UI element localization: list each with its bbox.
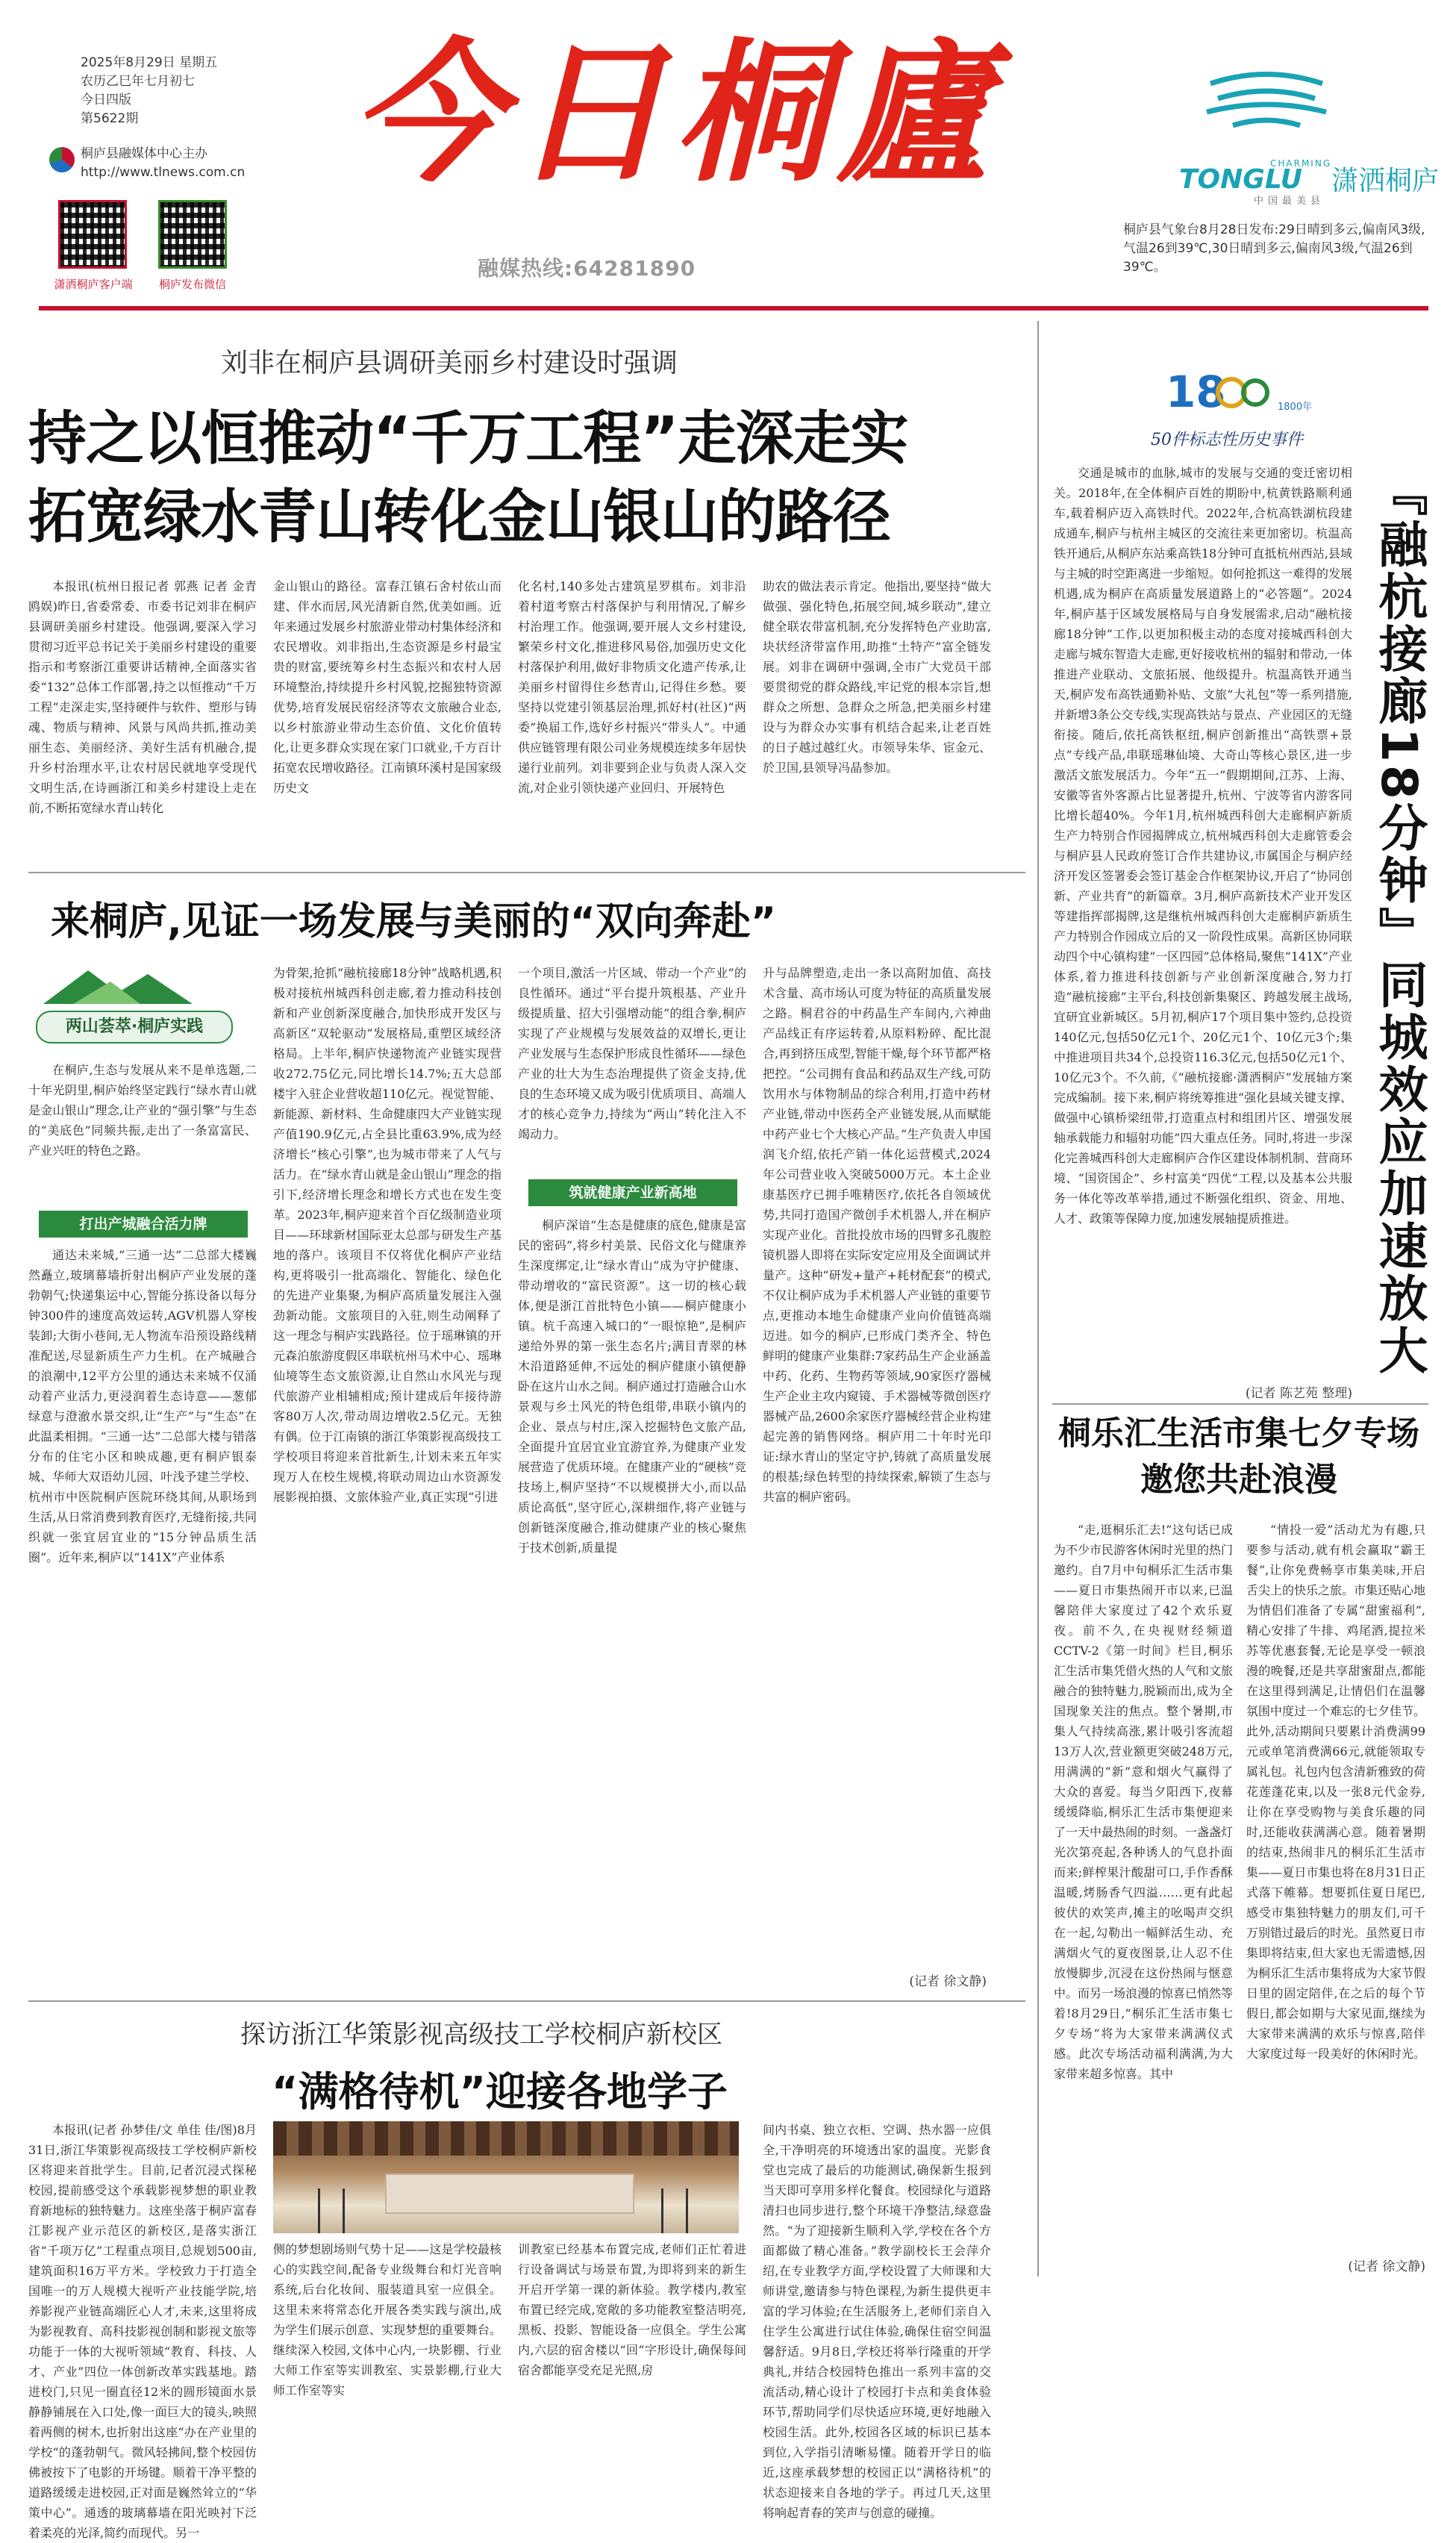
qr-code-client-icon <box>58 200 127 269</box>
weather-report: 桐庐县气象台8月28日发布:29日晴到多云,偏南风3级,气温26到39℃,30日晴到多云,偏南风3级,气温26到39℃。 <box>1123 222 1425 275</box>
sidebar-column-2b: “情投一爱”活动尤为有趣,只要参与活动,就有机会赢取“霸王餐”,让你免费畅享市集美味,开启舌尖上的快乐之旅。市集还贴心地为情侣们准备了专属“甜蜜福利”,精心安排了牛排、鸡尾酒,提拉米苏等优惠套餐,无论是享受一顿浪漫的晚餐,还是共享甜蜜甜点,都能在这里得到满足,让情侣们在温馨氛围中度过一个难忘的七夕佳节。此外,活动期间只要累计消费满99元或单笔消费满66元,就能领取专属礼包。礼包内包含清新雅致的荷花莲蓬花束,以及一张8元代金券,让你在享受购物与美食乐趣的同时,还能收获满满心意。随着暑期的结束,热闹非凡的桐乐汇生活市集——夏日市集也将在8月31日正式落下帷幕。想要抓住夏日尾巴,感受市集独特魅力的朋友们,可千万别错过最后的时光。虽然夏日市集即将结束,但大家也无需遗憾,因为桐乐汇生活市集将成为大家节假日里的固定陪伴,在之后的每个节假日,都会如期与大家见面,继续为大家带来满满的欢乐与惊喜,陪伴大家度过每一段美好的休闲时光。 <box>1246 1523 1426 2061</box>
logo-cn: 潇洒桐庐 <box>1331 166 1440 196</box>
media-center-logo-icon <box>49 147 75 172</box>
sidebar-headline-2a: 桐乐汇生活市集七夕专场 <box>1058 1414 1419 1453</box>
qr2-caption: 桐庐发布微信 <box>158 278 226 291</box>
second-column-2: 为骨架,抢抓“融杭接廊18分钟”战略机遇,积极对接杭州城西科创走廊,着力推动科技创新和产业创新深度融合,加快形成开发区与高新区“双轮驱动”发展格局,重塑区域经济格局。上半年,桐庐快递物流产业链实现营收272.75亿元,同比增长14.7%;五大总部楼宇入驻企业营收超110亿元。视觉智能、新能源、新材料、生命健康四大产业链实现产值190.9亿元,占全县比重63.9%,成为经济增长“核心引擎”,也为城市带来了人气与活力。在“绿水青山就是金山银山”理念的指引下,经济增长理念和增长方式也在发生变革。2023年,桐庐迎来首个百亿级制造业项目——环球新材国际亚太总部与研发生产基地的落户。该项目不仅将优化桐庐产业结构,更将吸引一批高端化、智能化、绿色化的先进产业集聚,为桐庐高质量发展注入强劲新动能。文旅项目的入驻,则生动阐释了这一理念与桐庐实践路径。位于瑶琳镇的开元森泊旅游度假区串联杭州马术中心、瑶琳仙境等生态文旅资源,让自然山水风光与现代旅游产业相辅相成;预计建成后年接待游客80万人次,带动周边增收2.5亿元。无独有偶。位于江南镇的浙江华策影视高级技工学校项目将迎来首批新生,计划未来五年实现万人在校生规模,将联动周边山水资源发展影视拍摄、文旅体验产业,真正实现“引进 <box>273 966 502 1504</box>
masthead-date: 2025年8月29日 星期五 <box>81 55 218 70</box>
school-photo <box>273 2121 739 2233</box>
badge-label: 两山荟萃·桐庐实践 <box>36 1011 233 1043</box>
lead-headline-2: 拓宽绿水青山转化金山银山的路径 <box>28 484 891 551</box>
lead-column-3: 化名村,140多处古建筑星罗棋布。刘非沿着村道考察古村落保护与利用情况,了解乡村治理工作。他强调,要开展人文乡村建设,繁荣乡村文化,推进移风易俗,加强历史文化村落保护利用,做好非物质文化遗产传承,让美丽乡村留得住乡愁青山,记得住乡愁。要坚持以党建引领基层治理,抓好村(社区)“两委”换届工作,选好乡村振兴“带头人”。中通供应链管理有限公司业务规模连续多年居快递行业前列。刘非要到企业与负责人深入交流,对企业引领快递产业回归、开展特色 <box>518 579 746 795</box>
subheading-2: 筑就健康产业新高地 <box>528 1179 737 1206</box>
masthead-title: 今日桐廬 <box>351 24 999 203</box>
1800-years-label: 1800年 <box>1278 402 1313 413</box>
sidebar-section-divider <box>1052 1403 1428 1405</box>
camera-tripod-icon <box>318 2188 345 2233</box>
sidebar-byline-2: (记者 徐文静) <box>1348 2259 1425 2274</box>
light-stand-icon <box>661 2188 688 2233</box>
sidebar-headline-2b: 邀您共赴浪漫 <box>1140 1461 1337 1499</box>
sponsor-text: 桐庐县融媒体中心主办 <box>81 146 207 161</box>
third-column-2c: 训教室已经基本布置完成,老师们正忙着进行设备调试与场景布置,为即将到来的新生开启开学第一课的新体验。教学楼内,教室布置已经完成,宽敞的多功能教室整洁明亮,黑板、投影、智能设备一应俱全。学生公寓内,六层的宿舍楼以“回”字形设计,确保每间宿舍都能享受充足光照,房 <box>518 2242 746 2377</box>
subheading-1: 打出产城融合活力牌 <box>39 1211 248 1238</box>
second-column-3b: 桐庐深谙“生态是健康的底色,健康是富民的密码”,将乡村美景、民俗文化与健康养生深度绑定,让“绿水青山”成为守护健康、带动增收的“富民资源”。这一切的核心载体,便是浙江首批特色小镇——桐庐健康小镇。杭千高速入城口的“一眼惊艳”,是桐庐递给外界的第一张生态名片;满目青翠的林木沿道路延伸,不远处的桐庐健康小镇便静卧在这片山水之间。桐庐通过打造融合山水景观与乡土风光的特色组带,串联小镇内的企业、景点与村庄,深入挖掘特色文旅产品,全面提升宜居宜业宜游宜养,为健康产业发展营造了优质环境。在健康产业的“硬核”竞技场上,桐庐坚持“不以规模拼大小,而以品质论高低”,坚守匠心,深耕细作,将产业链与创新链深度融合,推动健康产业的核心聚焦于技术创新,质量提 <box>518 1218 746 1555</box>
svg-text:18: 18 <box>1166 366 1226 417</box>
second-column-1b: 通达未来城,“三通一达”二总部大楼巍然矗立,玻璃幕墙折射出桐庐产业发展的蓬勃朝气;快递集运中心,智能分拣设备以每分钟300件的速度高效运转,AGV机器人穿梭装卸;大街小巷间,无人物流车沿预设路线精准配送,尽显新质生产力生机。在产城融合的浪潮中,12平方公里的通达未来城不仅涌动着产业活力,更浸润着生态诗意——葱郁绿意与澄澈水景交织,让“生产”与“生态”在此温柔相拥。“三通一达”二总部大楼与错落分布的住宅小区和映成趣,更有桐庐银泰城、华师大双语幼儿园、叶浅予建兰学校、杭州市中医院桐庐医院环绕其间,从职场到生活,从日常消费到教育医疗,无缝衔接,共同织就一张宜居宜业的“15分钟品质生活圈”。近年来,桐庐以“141X”产业体系 <box>28 1248 257 1564</box>
qr-code-wechat-icon <box>158 200 227 269</box>
masthead-divider <box>39 306 1428 311</box>
mountain-icon <box>28 963 252 1008</box>
sidebar-logo-caption: 50件标志性历史事件 <box>1151 431 1303 449</box>
qr1-caption: 潇洒桐庐客户端 <box>54 278 133 291</box>
sidebar-column-2a: “走,逛桐乐汇去!”这句话已成为不少市民游客休闲时光里的热门邀约。自7月中旬桐乐汇生活市集——夏日市集热闹开市以来,已温馨陪伴大家度过了42个欢乐夏夜。前不久,在央视财经频道CCTV-2《第一时间》栏目,桐乐汇生活市集凭借火热的人气和文旅融合的独特魅力,脱颖而出,成为全国现象关注的焦点。整个暑期,市集人气持续高涨,累计吸引客流超13万人次,营业额更突破248万元,用满满的“新”意和烟火气赢得了大众的喜爱。每当夕阳西下,夜幕缓缓降临,桐乐汇生活市集便迎来了一天中最热闹的时刻。一盏盏灯光次第亮起,各种诱人的气息扑面而来;鲜榨果汁酸甜可口,手作香酥温暖,烤肠香气四溢……更有此起彼伏的欢笑声,摊主的吆喝声交织在一起,勾勒出一幅鲜活生动、充满烟火气的夏夜图景,让人忍不住放慢脚步,沉浸在这份热闹与惬意中。而另一场浪漫的惊喜已悄然等着!8月29日,“桐乐汇生活市集七夕专场”将为大家带来满满仪式感。此次专场活动福利满满,为大家带来超多惊喜。其中 <box>1054 1523 1234 2081</box>
second-divider <box>28 2000 1025 2002</box>
second-column-3a: 一个项目,激活一片区域、带动一个产业”的良性循环。通过“平台提升筑根基、产业升级提质量、招大引强增动能”的组合拳,桐庐实现了产业规模与发展效益的双增长,更让产业发展与生态保护形成良性循环——绿色产业的壮大为生态治理提供了资金支持,优良的生态环境又成为吸引优质项目、高端人才的核心竞争力,持续为“两山”转化注入不竭动力。 <box>518 966 746 1141</box>
sidebar-vertical-headline: 『融杭接廊18分钟』同城效应加速放大 <box>1370 467 1428 1377</box>
third-column-2b: 侧的梦想剧场则气势十足——这是学校最核心的实践空间,配备专业级舞台和灯光音响系统,后台化妆间、服装道具室一应俱全。这里未来将常态化开展各类实践与演出,成为学生们展示创意、实现梦想的重要舞台。继续深入校园,文体中心内,一块影棚、行业大师工作室等实训教室、实景影棚,行业大师工作室等实 <box>273 2242 502 2397</box>
masthead-edition: 今日四版 <box>81 93 131 107</box>
logo-charming: CHARMING <box>1270 158 1332 169</box>
third-headline: “满格待机”迎接各地学子 <box>272 2068 728 2115</box>
second-headline: 来桐庐,见证一场发展与美丽的“双向奔赴” <box>51 899 777 944</box>
website-link[interactable]: http://www.tlnews.com.cn <box>81 165 246 180</box>
lead-kicker: 刘非在桐庐县调研美丽乡村建设时强调 <box>221 348 678 378</box>
masthead-lunar: 农历乙巳年七月初七 <box>81 74 195 89</box>
masthead-issue: 第5622期 <box>81 111 139 126</box>
stage <box>385 2174 634 2214</box>
second-byline: (记者 徐文静) <box>909 1974 987 1989</box>
tonglu-wave-logo-icon <box>1203 69 1330 136</box>
lead-column-4: 助农的做法表示肯定。他指出,要坚持“做大做强、强化特色,拓展空间,城乡联动”,建立健全联农带富机制,充分发挥特色产业助富,块状经济带富作用,助推“土特产”富全链发展。刘非在调研中强调,全市广大党员干部要贯彻党的群众路线,牢记党的根本宗旨,想群众之所想、急群众之所急,把美丽乡村建设与为群众办实事有机结合起来,让老百姓的日子越过越红火。市领导朱华、宦金元、於卫国,县领导冯晶参加。 <box>763 579 991 775</box>
hotline-text: 融媒热线:64281890 <box>478 256 696 281</box>
1800-years-logo-icon <box>1166 366 1270 418</box>
sidebar-column-1: 交通是城市的血脉,城市的发展与交通的变迁密切相关。2018年,在全体桐庐百姓的期盼中,杭黄铁路顺利通车,载着桐庐迈入高铁时代。2022年,合杭高铁湖杭段建成通车,桐庐与杭州主城区的交流往来更加密切。杭温高铁开通后,从桐庐东站乘高铁18分钟可直抵杭州西站,县域与主城的时空距离进一步缩短。如何抢抓这一难得的发展机遇,成为桐庐在高质量发展道路上的“必答题”。2024年,桐庐基于区域发展格局与自身发展需求,启动“融杭接廊18分钟”工作,以更加积极主动的态度对接城西科创大走廊与城东智造大走廊,更好接收杭州的辐射和带动,一体推进产业联动、文旅拓展、他级提升。杭温高铁开通当天,桐庐发布高铁通勤补贴、文旅“大礼包”等一系列措施,并新增3条公交专线,实现高铁站与景点、产业园区的无缝衔接。随后,依托高铁枢纽,桐庐创新推出“高铁票+景点”专线产品,串联瑶琳仙境、大奇山等核心景区,进一步激活文旅发展活力。今年“五一”假期期间,江苏、上海、安徽等省外客源占比显著提升,杭州、宁波等省内游客同比增长超40%。今年1月,杭州城西科创大走廊桐庐新质生产力特别合作园揭牌成立,杭州城西科创大走廊管委会与桐庐县人民政府签订合作共建协议,市属国企与桐庐经济开发区签署委会签订基金合作框架协议,开启了“协同创新、产业共育”的新篇章。3月,桐庐高新技术产业开发区等建指挥部揭牌,这是继杭州城西科创大走廊桐庐新质生产力特别合作园成立后的又一阶段性成果。高新区协同联动四个中心镇构建“一区四园”总体格局,聚焦“141X”产业体系,着力推进科技创新与产业创新深度融合,努力打造“融杭接廊”主平台,科技创新集聚区、跨越发展主战场,宜研宜业新城区。5月初,桐庐17个项目集中签约,总投资140亿元,包括50亿元1个、20亿元1个、10亿元3个;集中推进项目共34个,总投资116.3亿元,包括50亿元1个、10亿元3个。不久前,《“融杭接廊·潇洒桐庐”发展轴方案完成编制。接下来,桐庐将统筹推进“强化县域关键支撑、做强中心镇桥梁纽带,打造重点村和组团片区、增强发展轴承载能力和辐射功能”四大重点任务。同时,将进一步深化完善城西科创大走廊桐庐合作区建设体制机制、营商环境、“国资国企”、乡村富美“四优”工程,以及基本公共服务一体化等改革举措,通过不断强化组织、资金、用地、人才、政策等保障力度,加速发展轴提质推进。 <box>1054 466 1353 1226</box>
sidebar-divider <box>1037 321 1039 2277</box>
sidebar-byline: (记者 陈艺苑 整理) <box>1245 1386 1352 1401</box>
third-column-3: 间内书桌、独立衣柜、空调、热水器一应俱全,干净明亮的环境透出家的温度。光影食堂也完成了最后的功能测试,确保新生报到当天即可享用多样化餐食。校园绿化与道路清扫也同步进行,整个环境干净整洁,绿意盎然。“为了迎接新生顺利入学,学校在各个方面都做了精心准备。”教学副校长王会萍介绍,在专业教学方面,学校设置了大师课和大师讲堂,邀请参与特色课程,为新生提供更丰富的学习体验;在生活服务上,老师们亲自入住学生公寓进行试住体验,确保住宿空间温馨舒适。9月8日,学校还将举行隆重的开学典礼,并结合校园特色推出一系列丰富的交流活动,精心设计了校园打卡点和美食体验环节,帮助同学们尽快适应环境,更好地融入校园生活。此外,校园各区域的标识已基本到位,入学指引清晰易懂。随着开学日的临近,这座承载梦想的校园正以“满格待机”的状态迎接来自各地的学子。再过几天,这里将响起青春的笑声与创意的碰撞。 <box>763 2123 991 2520</box>
third-kicker: 探访浙江华策影视高级技工学校桐庐新校区 <box>240 2020 722 2050</box>
ceiling-lights <box>273 2121 739 2156</box>
second-column-4: 升与品牌塑造,走出一条以高附加值、高技术含量、高市场认可度为特征的高质量发展之路。桐君谷的中药晶生产车间内,六神曲产品线正有序运转着,从原料粉碎、配比混合,再到挤压成型,智能干燥,每个环节都严格把控。“公司拥有食品和药品双生产线,可防饮用水与体物制品的综合利用,打造中药材产业链,带动中医药全产业链发展,从而赋能中药产业七个大核心产品。”生产负责人申国润飞介绍,依托产销一体化运营模式,2024年公司营业收入突破5000万元。本土企业康基医疗已拥手唯精医疗,依托各自领域优势,共同打造国产微创手术机器人,并在桐庐实现产业化。首批投放市场的四臂多孔腹腔镜机器人即将在实际安定应用及全面调试并量产。这种“研发+量产+耗材配套”的模式,不仅让桐庐成为手术机器人产业链的重要节点,更推动本地生命健康产业向价值链高端迈进。如今的桐庐,已形成门类齐全、特色鲜明的健康产业集群:7家药品生产企业涵盖中药、化药、生物药等领域,90家医疗器械生产企业主攻内窥镜、手术器械等微创医疗器械产品,2600余家医疗器械经营企业构建起完善的销售网络。桐庐用二十年时光印证:绿水青山的坚定守护,铸就了高质量发展的根基;绿色转型的持续探索,解锁了生态与共富的桐庐密码。 <box>763 966 991 1504</box>
two-mountains-badge <box>28 963 252 1052</box>
lead-headline-1: 持之以恒推动“千万工程”走深走实 <box>28 405 908 472</box>
lead-column-1: 本报讯(杭州日报记者 郭燕 记者 金青鸥娱)昨日,省委常委、市委书记刘非在桐庐县调研美丽乡村建设。他强调,要深入学习贯彻习近平总书记关于美丽乡村建设的重要指示和考察浙江重要讲话精神,全面落实省委“132”总体工作部署,持之以恒推动“千万工程”走深走实,坚持硬件与软件、塑形与铸魂、物质与精神、风景与风尚共抓,推动美丽生态、美丽经济、美好生活有机融合,提升乡村治理水平,让农村居民就地享受现代文明生活,在诗画浙江和美乡村建设上走在前,不断拓宽绿水青山转化 <box>28 579 257 815</box>
logo-sub: 中国最美县 <box>1254 196 1325 207</box>
third-column-1: 本报讯(记者 孙梦佳/文 单佳 佳/图)8月31日,浙江华策影视高级技工学校桐庐新校区将迎来首批学生。目前,记者沉浸式探秘校园,提前感受这个承载影视梦想的职业教育新地标的独特魅力。这座坐落于桐庐富春江影视产业示范区的新校区,是落实浙江省“千项万亿”工程重点项目,总规划500亩,建筑面积16万平方米。学校致力于打造全国唯一的万人规模大视听产业技能学院,培养影视产业链高端匠心人才,未来,这里将成为影视教育、高科技影视创制和影视文旅等功能于一体的大视听领域“教育、科技、人才、产业”四位一体创新改革实践基地。踏进校门,只见一圈直径12米的圆形镜面水景静静铺展在入口处,像一面巨大的镜头,映照着两侧的树木,也折射出这座“办在产业里的学校”的蓬勃朝气。微风轻拂间,整个校园仿佛被按下了电影的开场键。顺着干净平整的道路缓缓走进校园,正对面是巍然耸立的“华策中心”。通透的玻璃幕墙在阳光映衬下泛着柔亮的光泽,简约而现代。另一 <box>28 2123 257 2540</box>
lead-column-2: 金山银山的路径。富春江镇石舍村依山而建、伴水而居,风光清新自然,优美如画。近年来通过发展乡村旅游业带动村集体经济和农民增收。刘非指出,生态资源是乡村最宝贵的财富,要统筹乡村生态振兴和农村人居环境整治,持续提升乡村风貌,挖掘独特资源优势,培育发展民宿经济等农文旅融合业态,以乡村旅游业带动生态价值、文化价值转化,让更多群众实现在家门口就业,千方百计拓宽农民增收路径。江南镇环溪村是国家级历史文 <box>273 579 502 795</box>
second-column-1a: 在桐庐,生态与发展从来不是单选题,二十年光阴里,桐庐始终坚定践行“绿水青山就是金山银山”理念,让产业的“强引擎”与生态的“美底色”同频共振,走出了一条富富民、产业兴旺的特色之路。 <box>28 1063 257 1158</box>
logo-en: TONGLU <box>1179 164 1303 195</box>
lead-divider <box>28 872 1025 873</box>
